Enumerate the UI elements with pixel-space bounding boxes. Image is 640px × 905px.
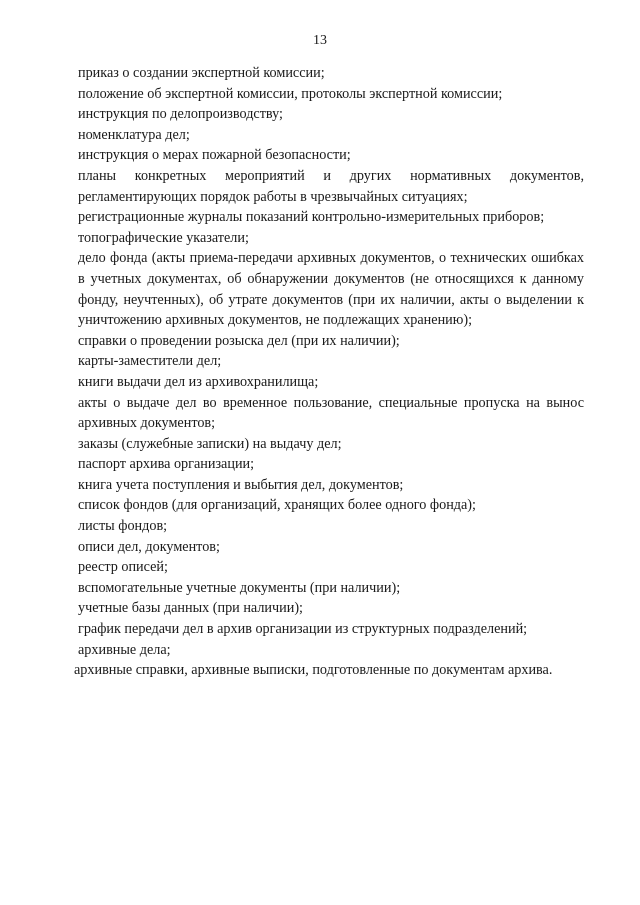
list-item: книга учета поступления и выбытия дел, документов; (78, 476, 404, 493)
list-item: вспомогательные учетные документы (при наличии); (78, 579, 401, 596)
list-item: инструкция о мерах пожарной безопасности; (78, 147, 351, 164)
list-item: архивные дела; (78, 641, 171, 658)
list-item: акты о выдаче дел во временное пользование, специальные пропуска на вынос архивных документов; (78, 394, 584, 432)
list-item: учетные базы данных (при наличии); (78, 600, 303, 617)
list-item: приказ о создании экспертной комиссии; (78, 65, 325, 81)
list-item: положение об экспертной комиссии, протоколы экспертной комиссии; (78, 85, 503, 102)
list-item: справки о проведении розыска дел (при их наличии); (78, 332, 400, 349)
page-number: 13 (313, 33, 327, 48)
list-item: номенклатура дел; (78, 126, 190, 143)
list-item: листы фондов; (78, 518, 168, 535)
list-item: паспорт архива организации; (78, 456, 255, 473)
document-list (74, 63, 584, 681)
list-item: карты-заместители дел; (78, 353, 222, 370)
list-item: регистрационные журналы показаний контрольно-измерительных приборов; (78, 209, 545, 226)
list-item: книги выдачи дел из архивохранилища; (78, 373, 319, 390)
list-item: планы конкретных мероприятий и других нормативных документов, регламентирующих порядок работы в чрезвычайных ситуациях; (78, 167, 584, 205)
list-item: инструкция по делопроизводству; (78, 106, 283, 123)
list-item: реестр описей; (78, 559, 168, 576)
list-item: список фондов (для организаций, хранящих более одного фонда); (78, 497, 476, 514)
list-item: архивные справки, архивные выписки, подготовленные по документам архива. (74, 662, 553, 679)
list-item: график передачи дел в архив организации из структурных подразделений; (78, 621, 528, 638)
list-item: дело фонда (акты приема-передачи архивных документов, о технических ошибках в учетных документах, об обнаружении документов (не относящихся к данному фонду, неучтенных), об утрате документов (при их наличии, акты о выделении к уничтожению архивных документов, не подлежащих хранению); (78, 250, 584, 329)
list-item: описи дел, документов; (78, 538, 220, 555)
list-item: заказы (служебные записки) на выдачу дел; (78, 435, 342, 452)
list-item: топографические указатели; (78, 229, 249, 246)
